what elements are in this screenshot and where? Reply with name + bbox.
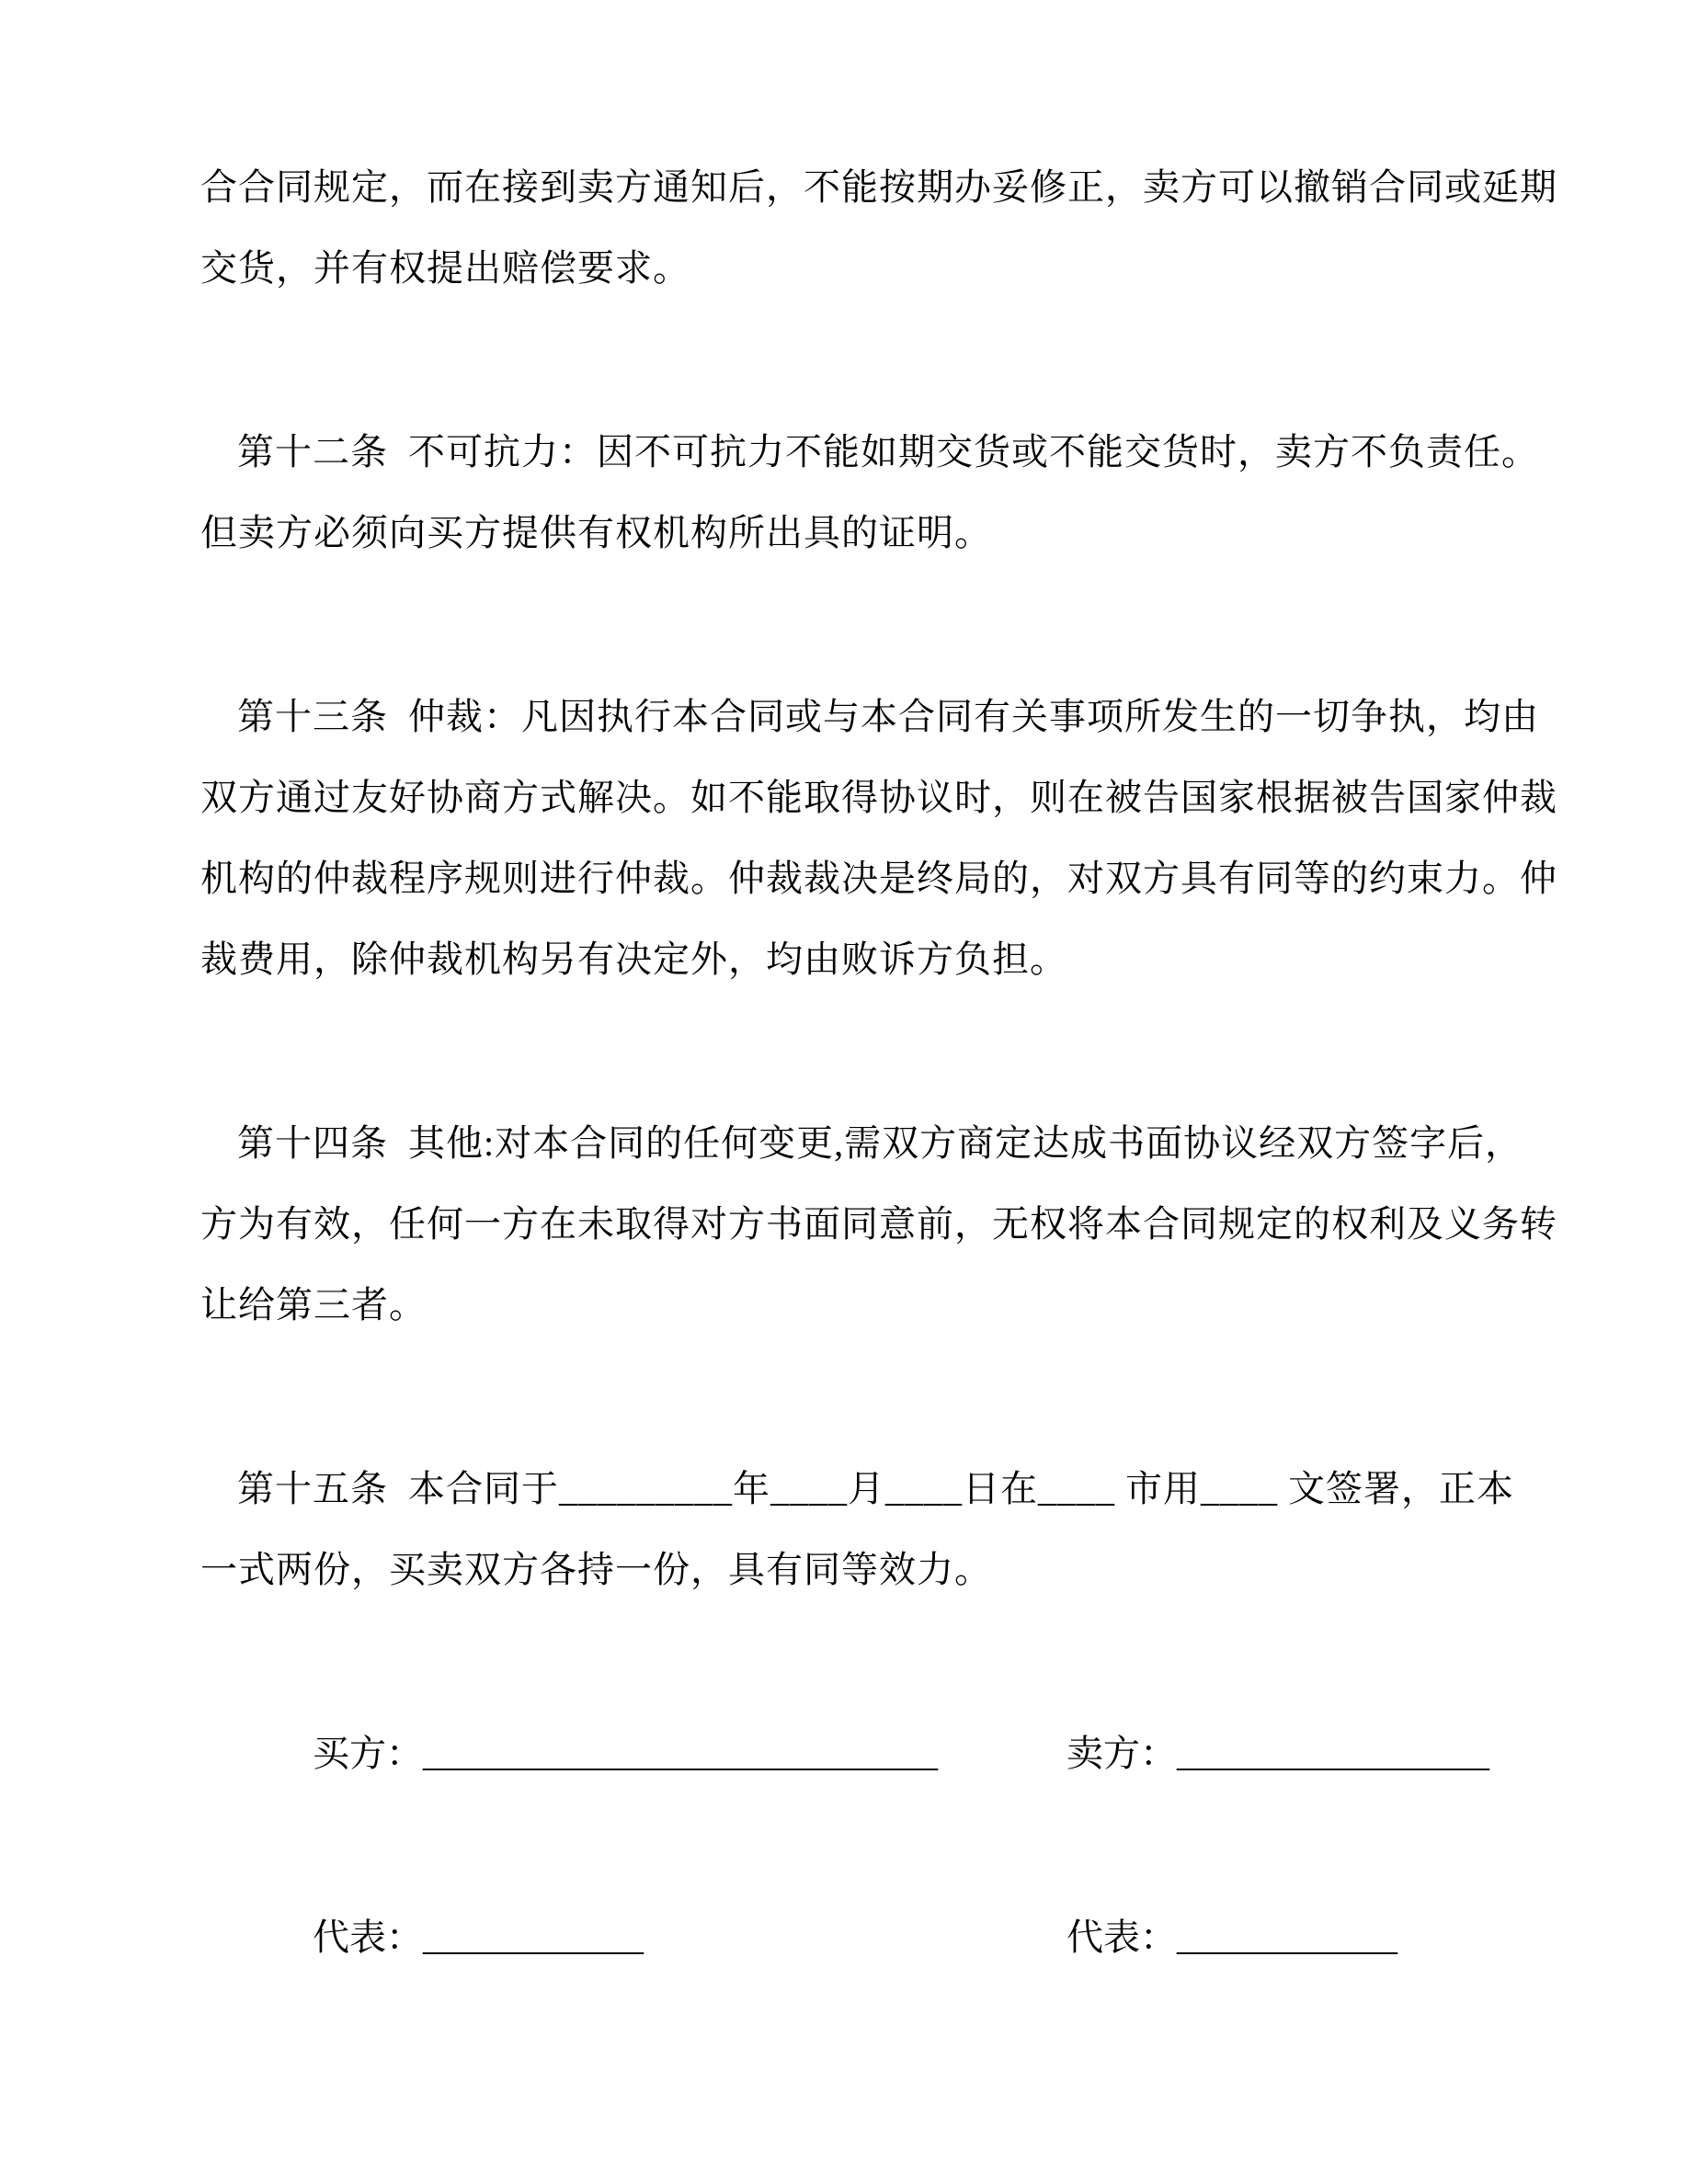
buyer-signature-blank: ____________________________ bbox=[423, 1733, 938, 1774]
contract-line: 双方通过友好协商方式解决。如不能取得协议时，则在被告国家根据被告国家仲裁 bbox=[200, 777, 1557, 818]
contract-line: 让给第三者。 bbox=[200, 1284, 427, 1325]
contract-line: 第十四条 其他:对本合同的任何变更,需双方商定达成书面协议经双方签字后， bbox=[237, 1122, 1523, 1164]
signature-row-parties bbox=[200, 1713, 1532, 1794]
buyer-signature-cell bbox=[313, 1713, 1066, 1794]
paragraph bbox=[200, 147, 1557, 309]
contract-line: 第十二条 不可抗力：因不可抗力不能如期交货或不能交货时，卖方不负责任。 bbox=[237, 431, 1539, 472]
paragraph-article-13 bbox=[200, 677, 1557, 1000]
contract-line: 第十三条 仲裁：凡因执行本合同或与本合同有关事项所发生的一切争执，均由 bbox=[237, 696, 1539, 737]
seller-rep-blank: ____________ bbox=[1177, 1917, 1397, 1958]
contract-line: 但卖方必须向买方提供有权机构所出具的证明。 bbox=[200, 512, 992, 553]
seller-rep-label: 代表： bbox=[1066, 1917, 1177, 1958]
contract-line: 机构的仲裁程序规则进行仲裁。仲裁裁决是终局的，对双方具有同等的约束力。仲 bbox=[200, 858, 1557, 899]
contract-line: 交货，并有权提出赔偿要求。 bbox=[200, 247, 690, 289]
contract-line: 裁费用，除仲裁机构另有决定外，均由败诉方负担。 bbox=[200, 938, 1067, 980]
seller-label: 卖方： bbox=[1066, 1733, 1177, 1774]
contract-line: 第十五条 本合同于_________年____月____日在____ 市用____ 文签署，正本 bbox=[237, 1468, 1514, 1509]
buyer-rep-label: 代表： bbox=[313, 1917, 423, 1958]
buyer-label: 买方： bbox=[313, 1733, 423, 1774]
paragraph-article-15 bbox=[200, 1449, 1532, 1610]
seller-signature-cell bbox=[1066, 1713, 1489, 1794]
contract-line: 一式两份，买卖双方各持一份，具有同等效力。 bbox=[200, 1549, 992, 1590]
seller-signature-blank: _________________ bbox=[1177, 1733, 1489, 1774]
buyer-rep-blank: ____________ bbox=[423, 1917, 644, 1958]
contract-line: 方为有效，任何一方在未取得对方书面同意前，无权将本合同规定的权利及义务转 bbox=[200, 1203, 1557, 1245]
signature-row-representatives bbox=[200, 1897, 1532, 1978]
contract-line: 合合同规定，而在接到卖方通知后，不能按期办妥修正，卖方可以撤销合同或延期 bbox=[200, 166, 1557, 208]
seller-rep-cell bbox=[1066, 1897, 1397, 1978]
paragraph-article-14 bbox=[200, 1103, 1557, 1346]
paragraph-article-12 bbox=[200, 412, 1539, 574]
buyer-rep-cell bbox=[313, 1897, 1066, 1978]
